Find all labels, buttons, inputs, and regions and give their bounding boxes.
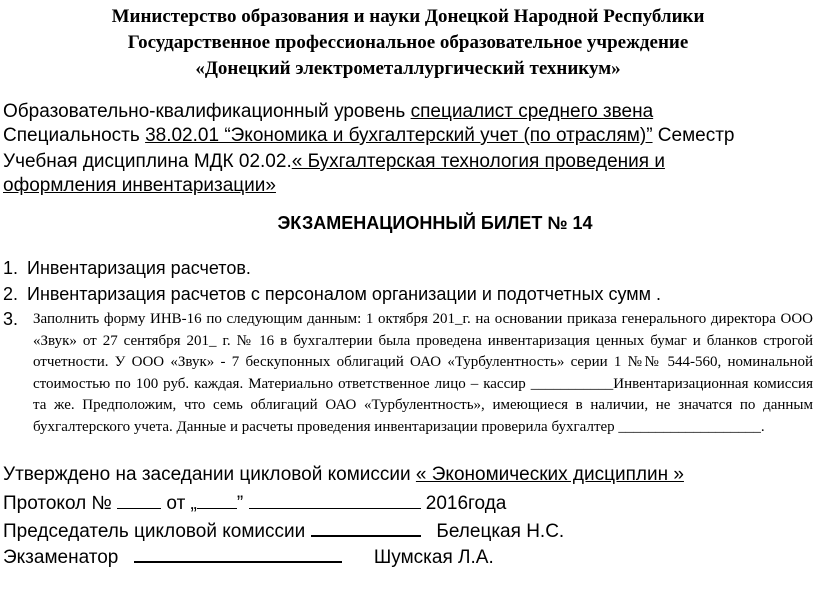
examiner-line	[3, 541, 494, 571]
examiner-label: Экзаменатор	[3, 547, 124, 568]
protocol-year: 2016года	[420, 493, 507, 514]
qualification-level-label: Образовательно-квалификационный уровень	[3, 101, 411, 122]
examiner-name: Шумская Л.А.	[373, 547, 494, 568]
protocol-number-blank	[117, 488, 161, 509]
ministry-line: Министерство образования и науки Донецкой Народной Республики	[111, 6, 705, 27]
question-3-number: 3.	[3, 309, 19, 329]
question-2-text: Инвентаризация расчетов с персоналом организации и подотчетных сумм .	[27, 284, 662, 304]
question-2	[3, 282, 661, 306]
qualification-level	[3, 100, 653, 124]
protocol-from: от „	[161, 493, 197, 514]
question-3-text: Заполнить форму ИНВ-16 по следующим данным: 1 октября 201_г. на основании приказа генерального директора ООО «Звук» от 27 сентября 201_ г. № 16 в бухгалтерии была проведена инвентаризация ценных бумаг и бланков строгой отчетности. У ООО «Звук» - 7 бескупонных облигаций ОАО «Турбулентность» серии 1 №№ 544-560, номинальной стоимостью по 100 руб. каждая. Материально ответственное лицо – кассир ___________Инвентаризационная комиссия та же. Предположим, что семь облигаций ОАО «Турбулентность», имеющиеся в наличии, не значатся по данным бухгалтерского учета. Данные и расчеты проведения инвентаризации проверила бухгалтер ___________________.	[33, 311, 813, 435]
institution-type-line: Государственное профессиональное образовательное учреждение	[127, 32, 689, 53]
protocol-month-blank	[249, 488, 421, 509]
semester-label: Семестр	[652, 125, 735, 146]
question-2-number: 2.	[3, 284, 19, 304]
approval-line	[3, 462, 684, 488]
discipline-value-1: « Бухгалтерская технология проведения и	[291, 151, 665, 172]
specialty-value: 38.02.01 “Экономика и бухгалтерский учет (по отраслям)”	[145, 125, 653, 146]
examiner-signature-blank	[134, 541, 342, 563]
question-1	[3, 256, 251, 280]
protocol-day-blank	[197, 488, 237, 509]
question-1-text: Инвентаризация расчетов.	[27, 258, 251, 278]
institution-name-line: «Донецкий электрометаллургический техникум»	[195, 58, 621, 79]
protocol-label: Протокол №	[3, 493, 118, 514]
specialty	[3, 124, 735, 148]
protocol-quote: ”	[236, 493, 244, 514]
header	[0, 4, 816, 82]
discipline-continued	[3, 174, 276, 198]
question-1-number: 1.	[3, 258, 19, 278]
commission-name: « Экономических дисциплин »	[415, 464, 684, 485]
qualification-level-value: специалист среднего звена	[410, 101, 654, 122]
discipline	[3, 150, 665, 174]
discipline-label: Учебная дисциплина МДК 02.02.	[3, 151, 292, 172]
ticket-title: ЭКЗАМЕНАЦИОННЫЙ БИЛЕТ № 14	[277, 213, 593, 233]
protocol-line	[3, 488, 506, 517]
approval-label: Утверждено на заседании цикловой комиссии	[3, 464, 416, 485]
chair-name: Белецкая Н.С.	[436, 521, 565, 542]
specialty-label: Специальность	[3, 125, 146, 146]
chair-signature-blank	[311, 515, 421, 537]
chair-label: Председатель цикловой комиссии	[3, 521, 311, 542]
discipline-value-2: оформления инвентаризации»	[3, 175, 276, 196]
